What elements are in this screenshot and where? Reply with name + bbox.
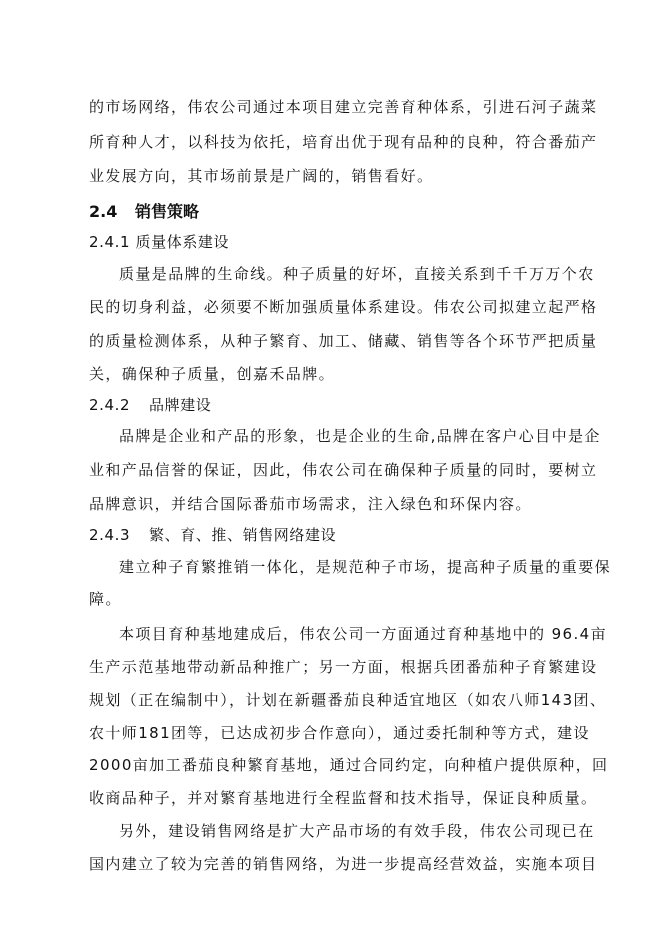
body-text-line: 建立种子育繁推销一体化，是规范种子市场，提高种子质量的重要保 <box>119 558 612 576</box>
body-text-line: 的市场网络，伟农公司通过本项目建立完善育种体系，引进石河子蔬菜 <box>89 98 598 116</box>
subsection-heading-2-4-1: 2.4.1 质量体系建设 <box>89 233 230 251</box>
body-text-line: 2000亩加工番茄良种繁育基地，通过合同约定，向种植户提供原种，回 <box>89 756 609 774</box>
body-text-line: 民的切身利益，必须要不断加强质量体系建设。伟农公司拟建立起严格 <box>89 298 598 316</box>
section-number: 2.4 <box>89 202 118 221</box>
body-text-line: 另外，建设销售网络是扩大产品市场的有效手段，伟农公司现已在 <box>119 822 595 840</box>
body-text-line: 规划（正在编制中），计划在新疆番茄良种适宜地区（如农八师143团、 <box>89 691 607 709</box>
subsection-heading-2-4-2 <box>89 395 211 415</box>
body-text-line: 质量是品牌的生命线。种子质量的好坏，直接关系到千千万万个农 <box>119 265 595 283</box>
body-text-line: 障。 <box>89 590 122 608</box>
body-text-line: 收商品种子，并对繁育基地进行全程监督和技术指导，保证良种质量。 <box>89 789 598 807</box>
body-text-line: 农十师181团等，已达成初步合作意向），通过委托制种等方式，建设 <box>89 724 590 742</box>
section-title: 销售策略 <box>135 202 200 221</box>
body-text-line: 关，确保种子质量，创嘉禾品牌。 <box>89 365 336 383</box>
body-text-line: 本项目育种基地建成后，伟农公司一方面通过育种基地中的 96.4亩 <box>119 625 607 643</box>
body-text-line: 所育种人才，以科技为依托，培育出优于现有品种的良种，符合番茄产 <box>89 133 598 151</box>
subsection-title: 品牌建设 <box>149 396 212 414</box>
body-text-line: 的质量检测体系，从种子繁育、加工、储藏、销售等各个环节严把质量 <box>89 332 598 350</box>
body-text-line: 国内建立了较为完善的销售网络，为进一步提高经营效益，实施本项目 <box>89 855 598 873</box>
subsection-number: 2.4.2 <box>89 396 131 414</box>
section-heading-2-4 <box>89 202 199 222</box>
body-text-line: 生产示范基地带动新品种推广；另一方面，根据兵团番茄种子育繁建设 <box>89 658 598 676</box>
subsection-title: 繁、育、推、销售网络建设 <box>149 526 337 544</box>
body-text-line: 业和产品信誉的保证，因此，伟农公司在确保种子质量的同时，要树立 <box>89 461 598 479</box>
body-text-line: 业发展方向，其市场前景是广阔的，销售看好。 <box>89 167 434 185</box>
subsection-heading-2-4-3 <box>89 525 336 545</box>
body-text-line: 品牌是企业和产品的形象，也是企业的生命,品牌在客户心目中是企 <box>119 427 601 445</box>
subsection-number: 2.4.3 <box>89 526 131 544</box>
body-text-line: 品牌意识，并结合国际番茄市场需求，注入绿色和环保内容。 <box>89 495 532 513</box>
